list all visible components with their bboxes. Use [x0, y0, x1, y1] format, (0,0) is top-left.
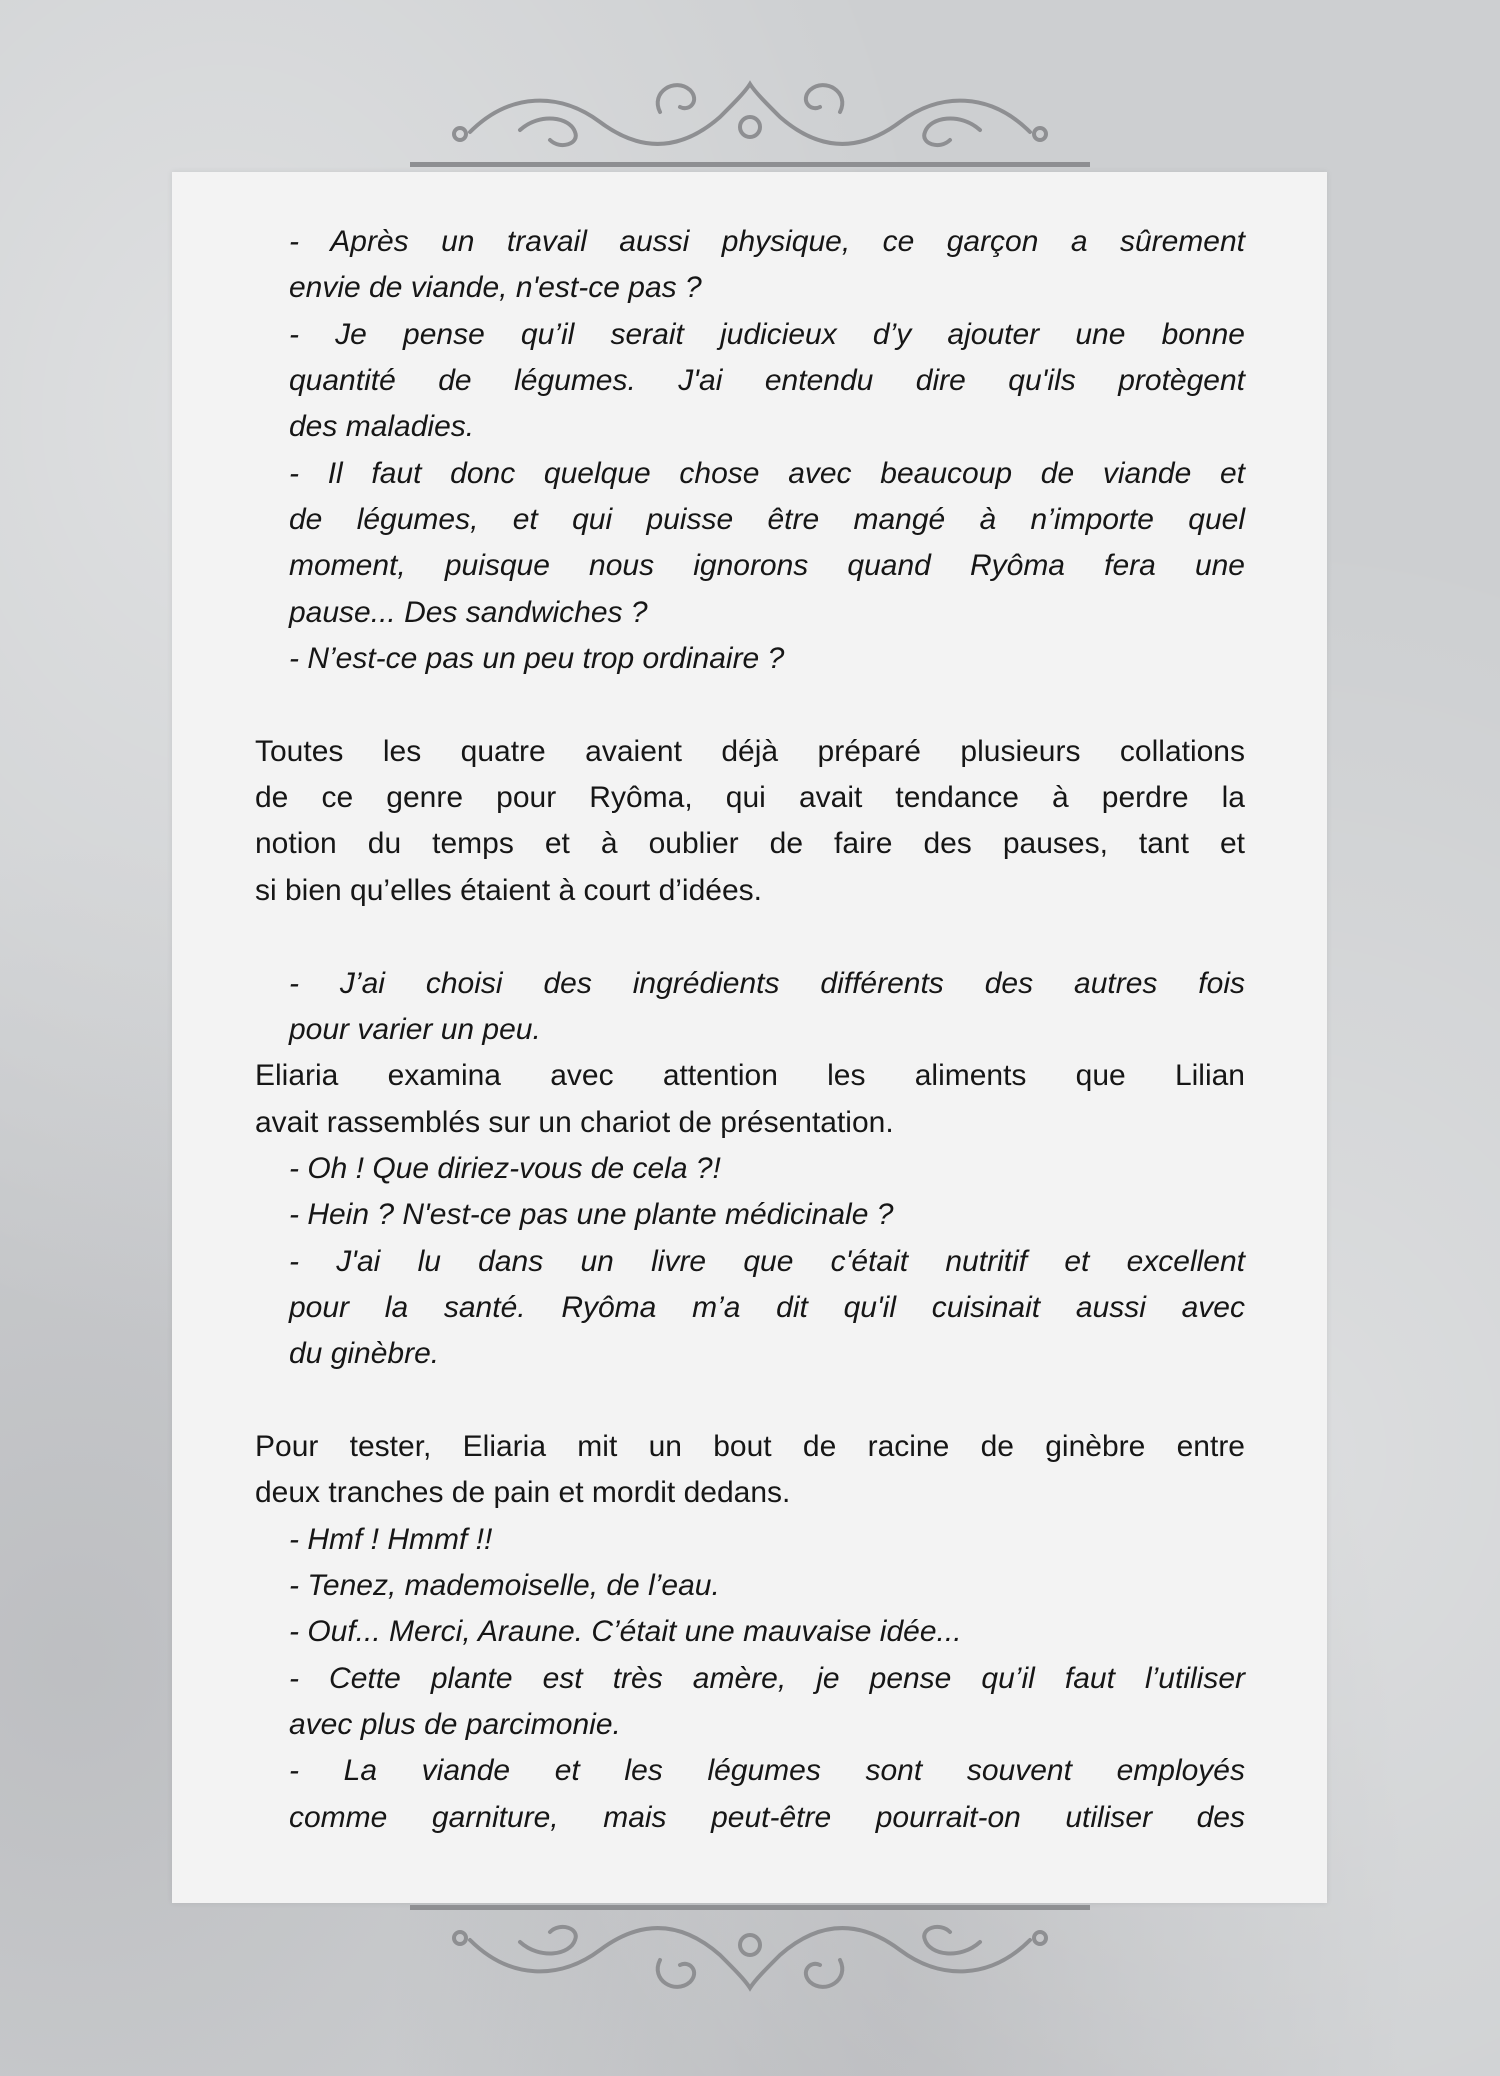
text-line: si bien qu’elles étaient à court d’idées. — [255, 873, 762, 907]
top-flourish-ornament — [400, 72, 1100, 172]
dialogue-line — [255, 1192, 1245, 1238]
text-section — [255, 219, 1245, 682]
text-section — [255, 729, 1245, 914]
dialogue-line — [255, 1656, 1245, 1749]
text-line: - Je pense qu’il serait judicieux d’y ajouter une bonne — [289, 317, 1245, 351]
text-line: - Ouf... Merci, Araune. C’était une mauvaise idée... — [289, 1615, 962, 1649]
text-line: pause... Des sandwiches ? — [289, 595, 648, 629]
text-line: - Hmf ! Hmmf !! — [289, 1522, 493, 1556]
text-line: des maladies. — [289, 410, 475, 444]
text-line: comme garniture, mais peut-être pourrait-on utiliser des — [289, 1800, 1245, 1834]
text-line: - J'ai lu dans un livre que c'était nutritif et excellent — [289, 1244, 1245, 1278]
dialogue-line — [255, 219, 1245, 312]
text-line: - La viande et les légumes sont souvent employés — [289, 1754, 1245, 1788]
dialogue-line — [255, 1609, 1245, 1655]
text-line: quantité de légumes. J'ai entendu dire qu'ils protègent — [289, 364, 1245, 398]
narration-paragraph — [255, 729, 1245, 914]
text-line: notion du temps et à oublier de faire des pauses, tant et — [255, 827, 1245, 861]
text-line: - Cette plante est très amère, je pense qu’il faut l’utiliser — [289, 1661, 1245, 1695]
text-line: - Il faut donc quelque chose avec beaucoup de viande et — [289, 456, 1245, 490]
text-line: - Oh ! Que diriez-vous de cela ?! — [289, 1151, 721, 1185]
text-line: avait rassemblés sur un chariot de présentation. — [255, 1105, 894, 1139]
dialogue-line — [255, 1563, 1245, 1609]
text-line: pour la santé. Ryôma m’a dit qu'il cuisinait aussi avec — [289, 1290, 1245, 1324]
dialogue-line — [255, 451, 1245, 636]
text-section — [255, 1424, 1245, 1841]
text-line: moment, puisque nous ignorons quand Ryôma fera une — [289, 549, 1245, 583]
text-line: Eliaria examina avec attention les aliments que Lilian — [255, 1059, 1245, 1093]
text-line: deux tranches de pain et mordit dedans. — [255, 1476, 791, 1510]
text-line: envie de viande, n'est-ce pas ? — [289, 271, 702, 305]
dialogue-line — [255, 1517, 1245, 1563]
text-line: - N’est-ce pas un peu trop ordinaire ? — [289, 642, 785, 676]
bottom-flourish-ornament — [400, 1900, 1100, 2000]
text-line: pour varier un peu. — [289, 1012, 541, 1046]
narration-paragraph — [255, 1053, 1245, 1146]
text-line: - Après un travail aussi physique, ce garçon a sûrement — [289, 225, 1245, 258]
dialogue-line — [255, 1748, 1245, 1841]
dialogue-line — [255, 1146, 1245, 1192]
text-line: Toutes les quatre avaient déjà préparé plusieurs collations — [255, 734, 1245, 768]
text-line: de légumes, et qui puisse être mangé à n’importe quel — [289, 503, 1245, 537]
dialogue-line — [255, 636, 1245, 682]
dialogue-line — [255, 312, 1245, 451]
text-line: - J’ai choisi des ingrédients différents des autres fois — [289, 966, 1245, 1000]
text-section — [255, 961, 1245, 1378]
dialogue-line — [255, 1239, 1245, 1378]
narration-paragraph — [255, 1424, 1245, 1517]
text-line: - Hein ? N'est-ce pas une plante médicinale ? — [289, 1198, 894, 1232]
story-text — [255, 219, 1245, 1841]
text-line: - Tenez, mademoiselle, de l’eau. — [289, 1568, 720, 1602]
dialogue-line — [255, 961, 1245, 1054]
text-line: de ce genre pour Ryôma, qui avait tendance à perdre la — [255, 781, 1245, 815]
text-line: Pour tester, Eliaria mit un bout de racine de ginèbre entre — [255, 1429, 1245, 1463]
text-line: du ginèbre. — [289, 1337, 440, 1371]
text-line: avec plus de parcimonie. — [289, 1708, 621, 1741]
